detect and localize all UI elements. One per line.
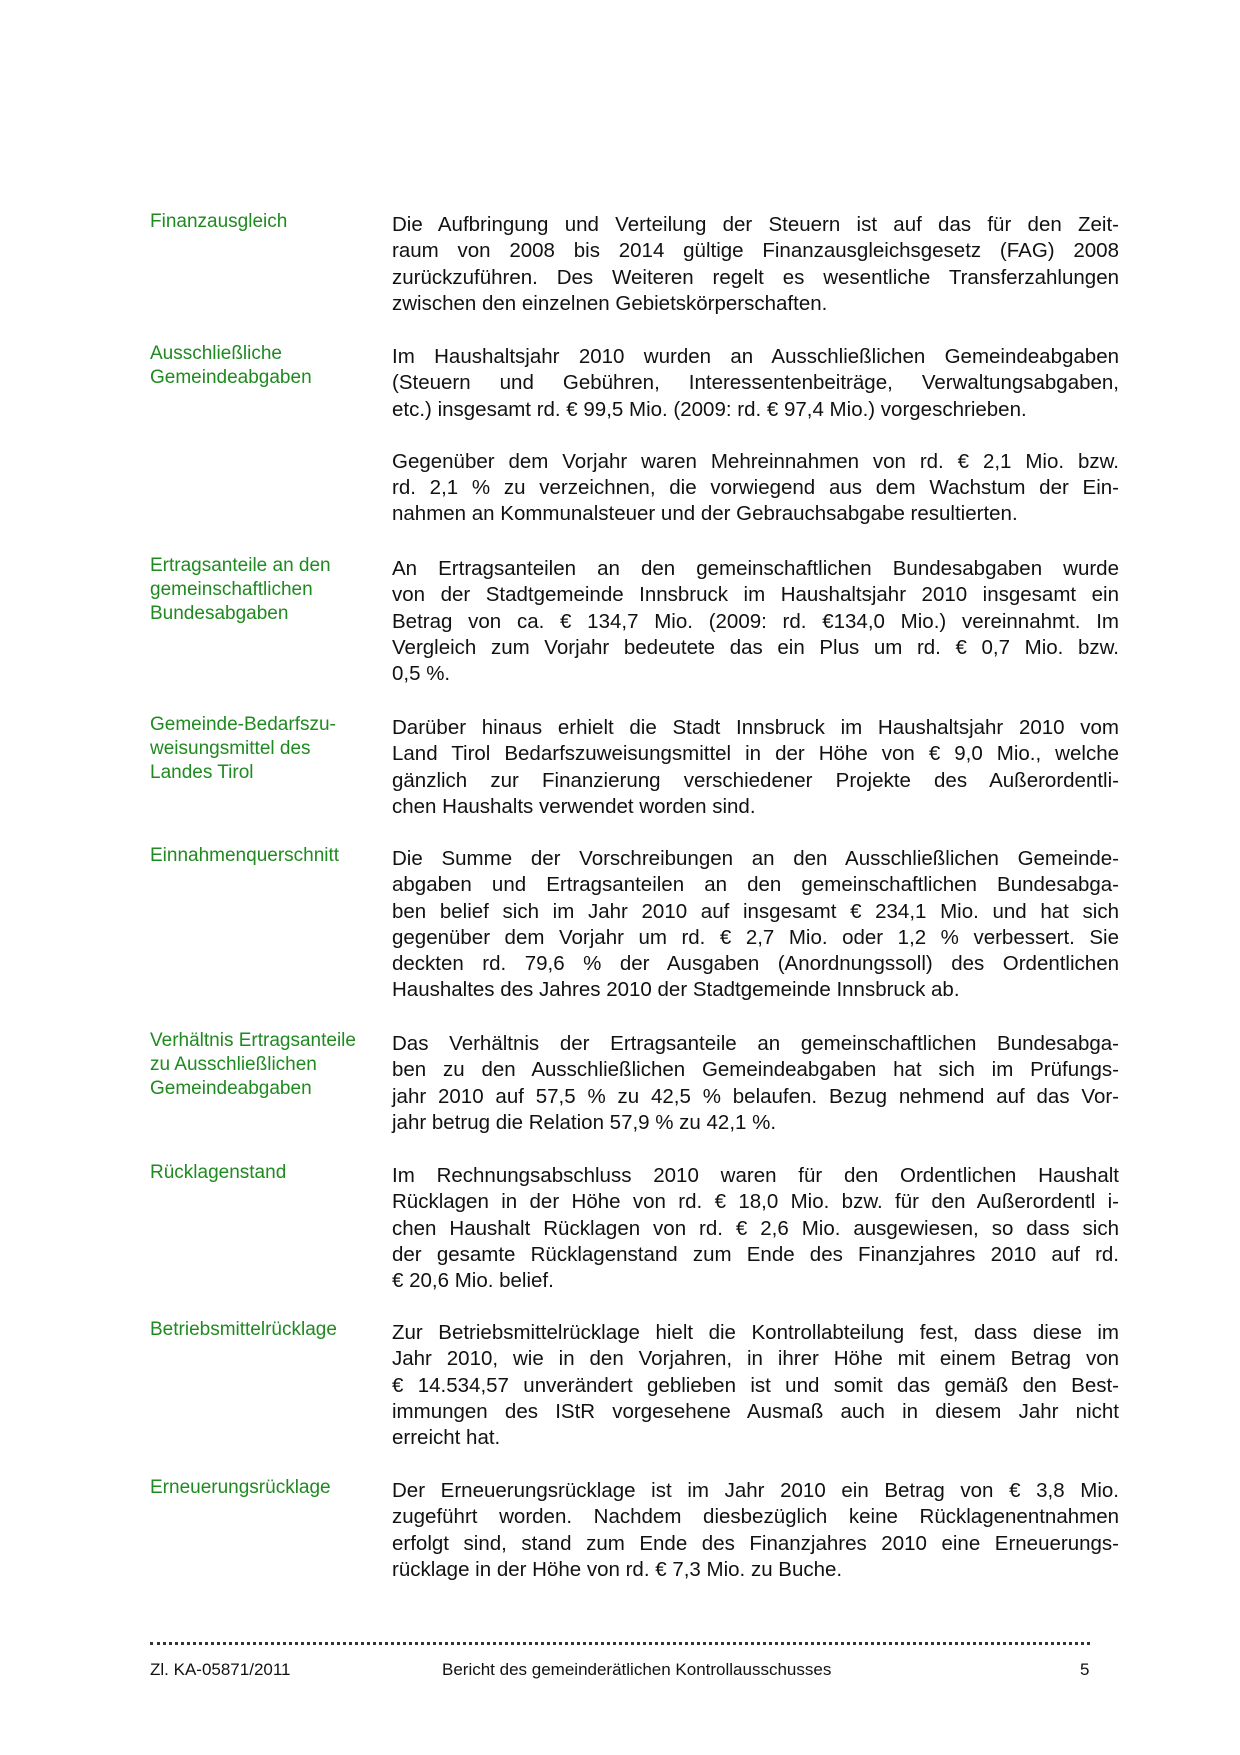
section-label bbox=[150, 554, 385, 626]
section-label bbox=[150, 210, 385, 234]
section-body bbox=[392, 212, 1119, 317]
text-line: Die Summe der Vorschreibungen an den Ausschließlichen Gemeinde- bbox=[392, 847, 1119, 870]
section-label bbox=[150, 1476, 385, 1500]
section-label bbox=[150, 1029, 385, 1101]
label-line: Betriebsmittelrücklage bbox=[150, 1319, 337, 1340]
paragraph bbox=[392, 1478, 1119, 1583]
section-label bbox=[150, 1318, 385, 1342]
section-body bbox=[392, 1163, 1119, 1294]
section-body bbox=[392, 1320, 1119, 1451]
paragraph bbox=[392, 556, 1119, 687]
text-line: der gesamte Rücklagenstand zum Ende des Finanzjahres 2010 auf rd. bbox=[392, 1242, 1119, 1266]
text-line: ben zu den Ausschließlichen Gemeindeabgaben hat sich im Prüfungs- bbox=[392, 1058, 1119, 1082]
text-line: Rücklagen in der Höhe von rd. € 18,0 Mio. bzw. für den Außerordentl i- bbox=[392, 1190, 1119, 1214]
text-line: zurückzuführen. Des Weiteren regelt es wesentliche Transferzahlungen bbox=[392, 265, 1119, 289]
text-line: jahr 2010 auf 57,5 % zu 42,5 % belaufen. Bezug nehmend auf das Vor- bbox=[392, 1084, 1119, 1108]
section-body bbox=[392, 344, 1119, 528]
paragraph bbox=[392, 1163, 1119, 1294]
footer-reference: Zl. KA-05871/2011 bbox=[150, 1660, 291, 1679]
label-line: Ausschließliche bbox=[150, 343, 282, 364]
text-line: rd. 2,1 % zu verzeichnen, die vorwiegend aus dem Wachstum der Ein- bbox=[392, 476, 1119, 500]
paragraph bbox=[392, 715, 1119, 820]
text-line: rücklage in der Höhe von rd. € 7,3 Mio. zu Buche. bbox=[392, 1557, 843, 1581]
footer-title: Bericht des gemeinderätlichen Kontrollausschusses bbox=[442, 1660, 832, 1679]
section-body bbox=[392, 556, 1119, 687]
text-line: Betrag von ca. € 134,7 Mio. (2009: rd. €134,0 Mio.) vereinnahmt. Im bbox=[392, 609, 1119, 633]
text-line: gänzlich zur Finanzierung verschiedener Projekte des Außerordentli- bbox=[392, 768, 1119, 792]
text-line: Jahr 2010, wie in den Vorjahren, in ihrer Höhe mit einem Betrag von bbox=[392, 1347, 1119, 1371]
text-line: ben belief sich im Jahr 2010 auf insgesamt € 234,1 Mio. und hat sich bbox=[392, 899, 1119, 923]
section-label bbox=[150, 713, 385, 785]
section-body bbox=[392, 715, 1119, 820]
text-line: raum von 2008 bis 2014 gültige Finanzausgleichsgesetz (FAG) 2008 bbox=[392, 239, 1119, 263]
label-line: Landes Tirol bbox=[150, 762, 254, 783]
text-line: An Ertragsanteilen an den gemeinschaftlichen Bundesabgaben wurde bbox=[392, 557, 1119, 580]
section-label bbox=[150, 844, 385, 868]
text-line: erreicht hat. bbox=[392, 1426, 501, 1450]
text-line: Im Rechnungsabschluss 2010 waren für den Ordentlichen Haushalt bbox=[392, 1164, 1119, 1187]
text-line: € 14.534,57 unverändert geblieben ist und somit das gemäß den Best- bbox=[392, 1373, 1119, 1397]
text-line: nahmen an Kommunalsteuer und der Gebrauchsabgabe resultierten. bbox=[392, 502, 1018, 526]
text-line: Darüber hinaus erhielt die Stadt Innsbruck im Haushaltsjahr 2010 vom bbox=[392, 716, 1119, 739]
text-line: Vergleich zum Vorjahr bedeutete das ein Plus um rd. € 0,7 Mio. bzw. bbox=[392, 635, 1119, 659]
paragraph bbox=[392, 1031, 1119, 1136]
label-line: Gemeinde-Bedarfszu- bbox=[150, 714, 336, 735]
paragraph bbox=[392, 344, 1119, 423]
label-line: zu Ausschließlichen bbox=[150, 1054, 317, 1075]
label-line: Bundesabgaben bbox=[150, 603, 289, 624]
paragraph bbox=[392, 449, 1119, 528]
text-line: deckten rd. 79,6 % der Ausgaben (Anordnungssoll) des Ordentlichen bbox=[392, 952, 1119, 976]
text-line: Haushaltes des Jahres 2010 der Stadtgemeinde Innsbruck ab. bbox=[392, 978, 960, 1002]
footer-divider bbox=[150, 1642, 1090, 1645]
text-line: Das Verhältnis der Ertragsanteile an gemeinschaftlichen Bundesabga- bbox=[392, 1032, 1119, 1055]
label-line: Finanzausgleich bbox=[150, 211, 288, 232]
section-label bbox=[150, 1161, 385, 1185]
text-line: zugeführt worden. Nachdem diesbezüglich keine Rücklagenentnahmen bbox=[392, 1505, 1119, 1529]
label-line: weisungsmittel des bbox=[150, 738, 311, 759]
text-line: chen Haushalts verwendet worden sind. bbox=[392, 794, 756, 818]
label-line: Einnahmenquerschnitt bbox=[150, 845, 340, 866]
paragraph bbox=[392, 212, 1119, 317]
text-line: (Steuern und Gebühren, Interessentenbeiträge, Verwaltungsabgaben, bbox=[392, 371, 1119, 395]
text-line: Land Tirol Bedarfszuweisungsmittel in der Höhe von € 9,0 Mio., welche bbox=[392, 742, 1119, 766]
text-line: Im Haushaltsjahr 2010 wurden an Ausschließlichen Gemeindeabgaben bbox=[392, 345, 1119, 368]
label-line: Verhältnis Ertragsanteile bbox=[150, 1030, 356, 1051]
text-line: etc.) insgesamt rd. € 99,5 Mio. (2009: rd. € 97,4 Mio.) vorgeschrieben. bbox=[392, 397, 1027, 421]
text-line: jahr betrug die Relation 57,9 % zu 42,1 %. bbox=[392, 1110, 777, 1134]
text-line: zwischen den einzelnen Gebietskörperschaften. bbox=[392, 291, 828, 315]
paragraph bbox=[392, 846, 1119, 1004]
text-line: chen Haushalt Rücklagen von rd. € 2,6 Mio. ausgewiesen, so dass sich bbox=[392, 1216, 1119, 1240]
text-line: Zur Betriebsmittelrücklage hielt die Kontrollabteilung fest, dass diese im bbox=[392, 1321, 1119, 1344]
text-line: Die Aufbringung und Verteilung der Steuern ist auf das für den Zeit- bbox=[392, 213, 1119, 236]
label-line: gemeinschaftlichen bbox=[150, 579, 313, 600]
label-line: Ertragsanteile an den bbox=[150, 555, 331, 576]
text-line: Gegenüber dem Vorjahr waren Mehreinnahmen von rd. € 2,1 Mio. bzw. bbox=[392, 449, 1119, 473]
section-label bbox=[150, 342, 385, 390]
section-body bbox=[392, 846, 1119, 1004]
text-line: Der Erneuerungsrücklage ist im Jahr 2010 ein Betrag von € 3,8 Mio. bbox=[392, 1479, 1119, 1502]
text-line: erfolgt sind, stand zum Ende des Finanzjahres 2010 eine Erneuerungs- bbox=[392, 1531, 1119, 1555]
page-number: 5 bbox=[1080, 1660, 1090, 1679]
text-line: abgaben und Ertragsanteilen an den gemeinschaftlichen Bundesabga- bbox=[392, 873, 1119, 897]
text-line: € 20,6 Mio. belief. bbox=[392, 1269, 554, 1293]
label-line: Gemeindeabgaben bbox=[150, 1078, 312, 1099]
section-body bbox=[392, 1031, 1119, 1136]
text-line: gegenüber dem Vorjahr um rd. € 2,7 Mio. oder 1,2 % verbessert. Sie bbox=[392, 925, 1119, 949]
text-line: von der Stadtgemeinde Innsbruck im Haushaltsjahr 2010 insgesamt ein bbox=[392, 583, 1119, 607]
label-line: Erneuerungsrücklage bbox=[150, 1477, 331, 1498]
text-line: immungen des IStR vorgesehene Ausmaß auch in diesem Jahr nicht bbox=[392, 1399, 1119, 1423]
label-line: Rücklagenstand bbox=[150, 1162, 287, 1183]
label-line: Gemeindeabgaben bbox=[150, 367, 312, 388]
section-body bbox=[392, 1478, 1119, 1583]
paragraph bbox=[392, 1320, 1119, 1451]
text-line: 0,5 %. bbox=[392, 662, 451, 686]
